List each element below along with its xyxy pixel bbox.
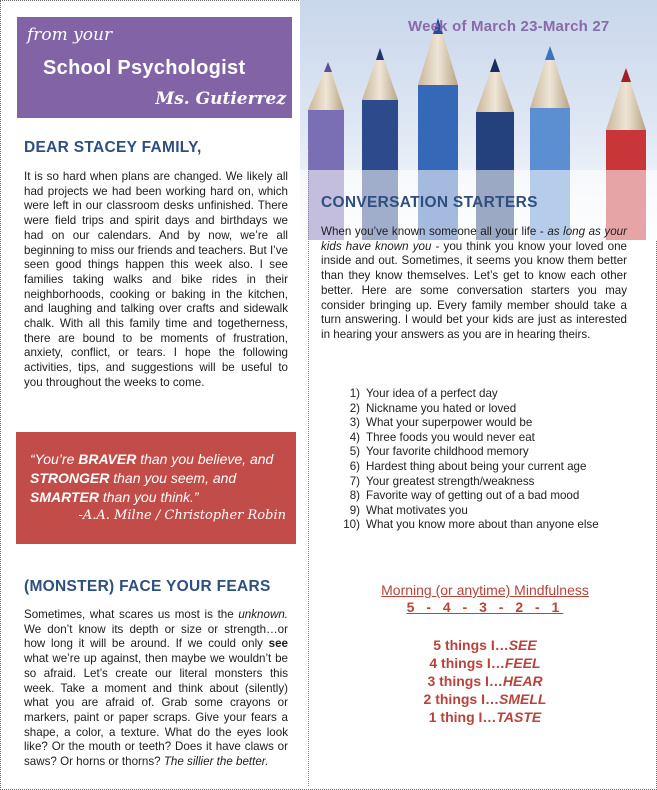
quote-text: “You’re BRAVER than you believe, and STRONGER than you seem, and SMARTER than you think.” [30, 451, 274, 505]
week-label: Week of March 23-March 27 [408, 18, 610, 35]
list-item: 7) Your greatest strength/weakness [349, 474, 535, 488]
masthead-title: School Psychologist [43, 57, 246, 79]
sense-item: 5 things I…SEE [433, 637, 537, 653]
list-item: 4) Three foods you would never eat [349, 430, 535, 444]
mindfulness-senses [320, 636, 650, 726]
conversation-list [336, 387, 599, 533]
list-item: 6) Hardest thing about being your current age [349, 459, 587, 473]
mindfulness-count: 5 - 4 - 3 - 2 - 1 [406, 599, 564, 615]
sense-item: 4 things I…FEEL [429, 655, 541, 671]
masthead-name: Ms. Gutierrez [155, 89, 286, 109]
list-item: 2) Nickname you hated or loved [349, 401, 517, 415]
mindfulness-title: Morning (or anytime) Mindfulness [381, 582, 589, 598]
list-item: 8) Favorite way of getting out of a bad mood [349, 489, 580, 503]
masthead-from: from your [27, 25, 113, 45]
sense-item: 3 things I…HEAR [427, 673, 543, 689]
list-item: 5) Your favorite childhood memory [349, 445, 529, 459]
list-item: 10) What you know more about than anyone else [343, 518, 599, 532]
masthead [17, 17, 292, 118]
quote-box [16, 432, 296, 544]
quote-attribution: -A.A. Milne / Christopher Robin [78, 508, 286, 523]
list-item: 1) Your idea of a perfect day [349, 387, 498, 400]
list-item: 3) What your superpower would be [349, 416, 533, 430]
fears-body: Sometimes, what scares us most is the unknown. We don’t know its depth or size or strength…or how long it will be around. If we could only see what we’re up against, then maybe we wouldn’t be so afraid. Let’s create our literal monsters this week. Take a moment and think about (silently) what you are afraid of. Grab some crayons or markers, paint or paper scraps. Give your fears a shape, a color, a texture. What do the eyes look like? Or the mouth or teeth? Does it have claws or saws? Or horns or thorns? The sillier the better. [24, 608, 288, 769]
conversation-heading: CONVERSATION STARTERS [321, 194, 538, 211]
letter-body: It is so hard when plans are changed. We likely all had projects we had been working hard on, which were left in our classroom desks unfinished. There were field trips and spirit days and birthdays we had on our calendars. And by now, we’re all beginning to miss our friends and teachers. But I’ve seen good things happen this week also. I see families taking walks and bike rides in their neighborhoods, cooking or baking in the kitchen, and laughing and talking over crafts and sidewalk chalk. With all this family time and togetherness, there are bound to be moments of frustration, anxiety, conflict, or tears. I hope the following activities, tips, and suggestions will be useful to you throughout the weeks to come. [24, 170, 288, 389]
letter-heading: DEAR STACEY FAMILY, [24, 139, 202, 156]
list-item: 9) What motivates you [349, 503, 468, 517]
conversation-body: When you’ve known someone all your life - as long as your kids have known you - you think you know your loved one inside and out. Sometimes, it seems you know them better than they know themselves. Let’s get to know each other better. Here are some conversation starters you may consider bringing up. Every family member should take a turn answering. I would bet your kids are just as interested in hearing your answers as you are in hearing theirs. [321, 225, 627, 341]
fears-heading: (MONSTER) FACE YOUR FEARS [24, 578, 271, 595]
sense-item: 1 thing I…TASTE [428, 709, 542, 725]
sense-item: 2 things I…SMELL [423, 691, 547, 707]
column-divider [308, 150, 309, 786]
